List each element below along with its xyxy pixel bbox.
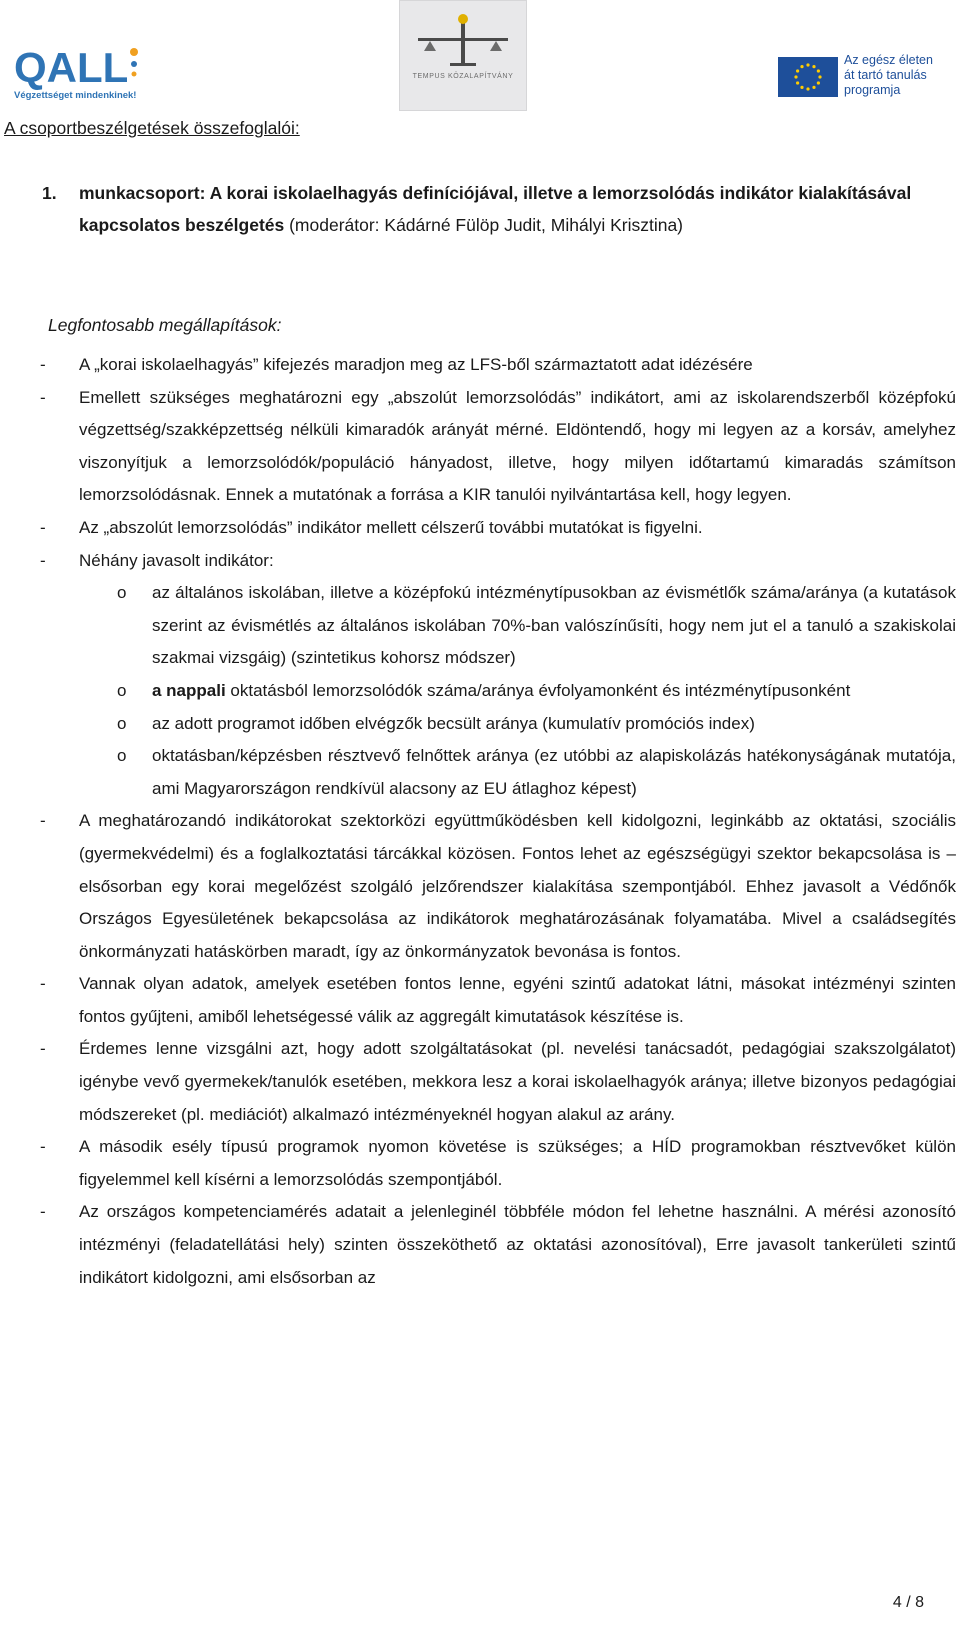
bullet-marker: - [40,1137,46,1157]
list-item-text: Az országos kompetenciamérés adatait a jelenleginél többféle módon fel lehetne használni. A mérési azonosító intézményi (feladatellátási hely) szinten összeköthető az oktatási azonosítóval), Erre javasolt tankerületi szintű indikátort kidolgozni, ami elsősorban az [79,1202,956,1287]
qall-logo [14,44,146,104]
list-item-text: Néhány javasolt indikátor: [79,550,274,570]
sub-list-item [79,708,956,741]
working-group-title [79,177,956,241]
bullet-marker: - [40,811,46,831]
sub-bullet-marker: o [117,746,127,766]
list-item [4,1131,956,1196]
sub-list-item [79,740,956,805]
eu-star-icon [794,75,797,78]
bullet-marker: - [40,550,46,570]
list-item-text: Vannak olyan adatok, amelyek esetében fontos lenne, egyéni szintű adatokat látni, másokat intézményi szinten fontos gyűjteni, amiből lehetségessé válik az aggregált kimutatások készítése is. [79,974,956,1026]
eu-star-icon [800,86,803,89]
findings-heading: Legfontosabb megállapítások: [48,315,282,335]
eu-star-icon [806,87,809,90]
sub-list-item-text [152,708,956,741]
sub-bullet-marker: o [117,583,127,603]
eu-star-icon [800,65,803,68]
sub-list-item [79,577,956,675]
working-group-number: 1. [42,183,57,203]
bullet-marker: - [40,355,46,374]
bullet-marker: - [40,974,46,994]
list-item [4,382,956,512]
eu-star-icon [796,69,799,72]
list-item [4,1196,956,1294]
list-item-text: Emellett szükséges meghatározni egy „abszolút lemorzsolódás” indikátort, ami az iskolarendszerből középfokú végzettség/szakképzettség nélküli kimaradók arányát mérné. Eldöntendő, hogy mi legyen az a korsáv, amelyhez viszonyítjuk a lemorzsolódók/populáció hányadost, illetve, hogy milyen időtartamú kimaradás számítson lemorzsolódásnak. Ennek a mutatónak a forrása a KIR tanulói nyilvántartása kell, hogy legyen. [79,387,956,505]
eu-logo-line: át tartó tanulás [844,68,927,82]
list-item [4,1033,956,1131]
working-group-moderators: (moderátor: Kádárné Fülöp Judit, Mihályi Krisztina) [284,215,684,235]
section-title: A csoportbeszélgetések összefoglalói: [4,118,300,138]
list-item-text: Az „abszolút lemorzsolódás” indikátor mellett célszerű további mutatókat is figyelni. [79,517,703,537]
working-group-title-bold: munkacsoport: A korai iskolaelhagyás definíciójával, illetve a lemorzsolódás indikátor kialakításával kapcsolatos beszélgetés [79,183,912,235]
bullet-marker: - [40,1039,46,1059]
list-item-text: A meghatározandó indikátorokat szektorközi együttműködésben kell kidolgozni, leginkább az oktatási, szociális (gyermekvédelmi) és a foglalkoztatási tárcákkal közösen. Fontos lehet az egészségügyi szektor bekapcsolása is – elsősorban egy korai megelőzést szolgáló jelzőrendszer kialakítása szempontjából. Ehhez javasolt a Védőnők Országos Egyesületének bekapcsolása az indikátorok meghatározásának folyamatába. Mivel a családsegítés önkormányzati hatáskörben maradt, így az önkormányzatok bevonása is fontos. [79,811,956,961]
findings-list [4,349,956,1294]
eu-star-icon [817,69,820,72]
sub-item-text: az általános iskolában, illetve a középfokú intézménytípusokban az évismétlők száma/aránya (a kutatások szerint az évismétlés az általános iskolában 70%-ban valószínűsíti, hogy nem jut el a tanuló a szakiskolai szakmai vizsgáig) (szintetikus kohorsz módszer) [152,583,956,668]
sub-list-item-text [152,740,956,805]
bullet-marker: - [40,517,46,537]
tempus-logo [399,0,527,111]
qall-tagline: Végzettséget mindenkinek! [14,90,137,101]
sub-list-item [79,675,956,708]
qall-logo-text: QALL [14,44,129,91]
eu-star-icon [812,65,815,68]
sub-item-text: az adott programot időben elvégzők becsült aránya (kumulatív promóciós index) [152,713,755,733]
list-item [4,349,956,382]
list-item-text: Érdemes lenne vizsgálni azt, hogy adott szolgáltatásokat (pl. nevelési tanácsadót, pedagógiai szakszolgálatot) igénybe vevő gyermekek/tanulók esetében, mekkora lesz a korai iskolaelhagyók aránya; illetve bizonyos pedagógiai módszereket (pl. mediációt) alkalmazó intézményeknél hogyan alakul az arány. [79,1039,956,1124]
sub-item-text: oktatásban/képzésben résztvevő felnőttek aránya (ez utóbbi az alapiskolázás hatékonyságának mutatója, ami Magyarországon rendkívül alacsony az EU átlaghoz képest) [152,746,956,798]
bullet-marker: - [40,1202,46,1222]
list-item [4,805,956,968]
page-header [0,0,960,115]
list-item-text: A második esély típusú programok nyomon követése is szükséges; a HÍD programokban résztvevőket külön figyelemmel kell kísérni a lemorzsolódás szempontjából. [79,1137,956,1189]
tempus-logo-text: TEMPUS KÖZALAPÍTVÁNY [412,73,514,80]
sub-item-bold: a nappali [152,680,226,700]
bullet-marker: - [40,387,46,407]
working-group-heading [4,177,956,241]
eu-star-icon [818,75,821,78]
eu-star-icon [796,81,799,84]
list-item [4,512,956,545]
sub-bullet-marker: o [117,680,127,700]
sub-item-text: oktatásból lemorzsolódók száma/aránya évfolyamonként és intézménytípusonként [225,680,851,700]
page-number: 4 / 8 [892,1594,924,1611]
eu-logo-text [844,53,933,98]
list-item [4,545,956,578]
sub-bullet-marker: o [117,713,127,733]
eu-star-icon [817,81,820,84]
eu-logo-line: programja [844,83,901,97]
sub-list-item-text [152,675,956,708]
eu-flag-icon [778,57,838,97]
eu-star-icon [806,63,809,66]
document-body [4,118,956,1294]
list-item [4,968,956,1033]
list-item-text: A „korai iskolaelhagyás” kifejezés maradjon meg az LFS-ből származtatott adat idézésére [79,355,753,374]
tempus-emblem-icon [400,1,526,71]
eu-logo-line: Az egész életen [844,53,933,67]
eu-lifelong-learning-logo [778,53,956,101]
eu-star-icon [812,86,815,89]
sub-list-item-text [152,577,956,675]
